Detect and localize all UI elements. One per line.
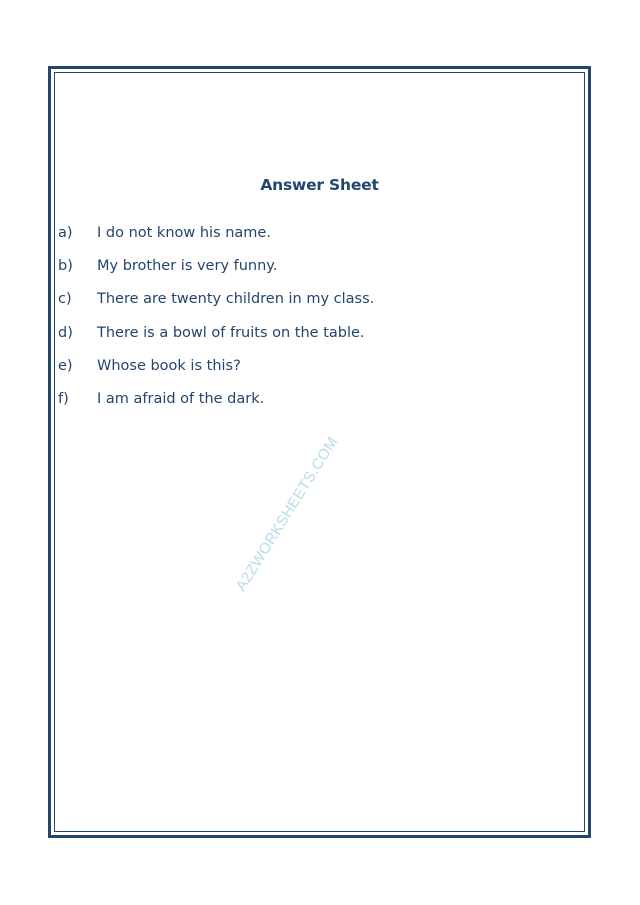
item-letter: d): [58, 324, 73, 341]
list-item: [58, 389, 374, 422]
watermark: A2ZWORKSHEETS.COM: [232, 433, 342, 595]
item-letter: f): [58, 390, 69, 407]
list-item: [58, 256, 374, 289]
list-item: [58, 223, 374, 256]
item-letter: b): [58, 258, 73, 275]
item-text: There are twenty children in my class.: [97, 291, 375, 308]
item-text: I do not know his name.: [97, 225, 271, 241]
list-item: [58, 356, 374, 389]
item-letter: e): [58, 357, 73, 374]
item-text: Whose book is this?: [97, 357, 241, 374]
item-text: I am afraid of the dark.: [97, 390, 265, 407]
item-text: There is a bowl of fruits on the table.: [97, 324, 365, 341]
answer-list: [58, 223, 374, 422]
list-item: [58, 289, 374, 322]
page-title: Answer Sheet: [260, 176, 379, 194]
list-item: [58, 323, 374, 356]
item-letter: c): [58, 291, 72, 308]
item-letter: a): [58, 225, 73, 241]
page-border: [48, 66, 591, 838]
item-text: My brother is very funny.: [97, 258, 278, 275]
